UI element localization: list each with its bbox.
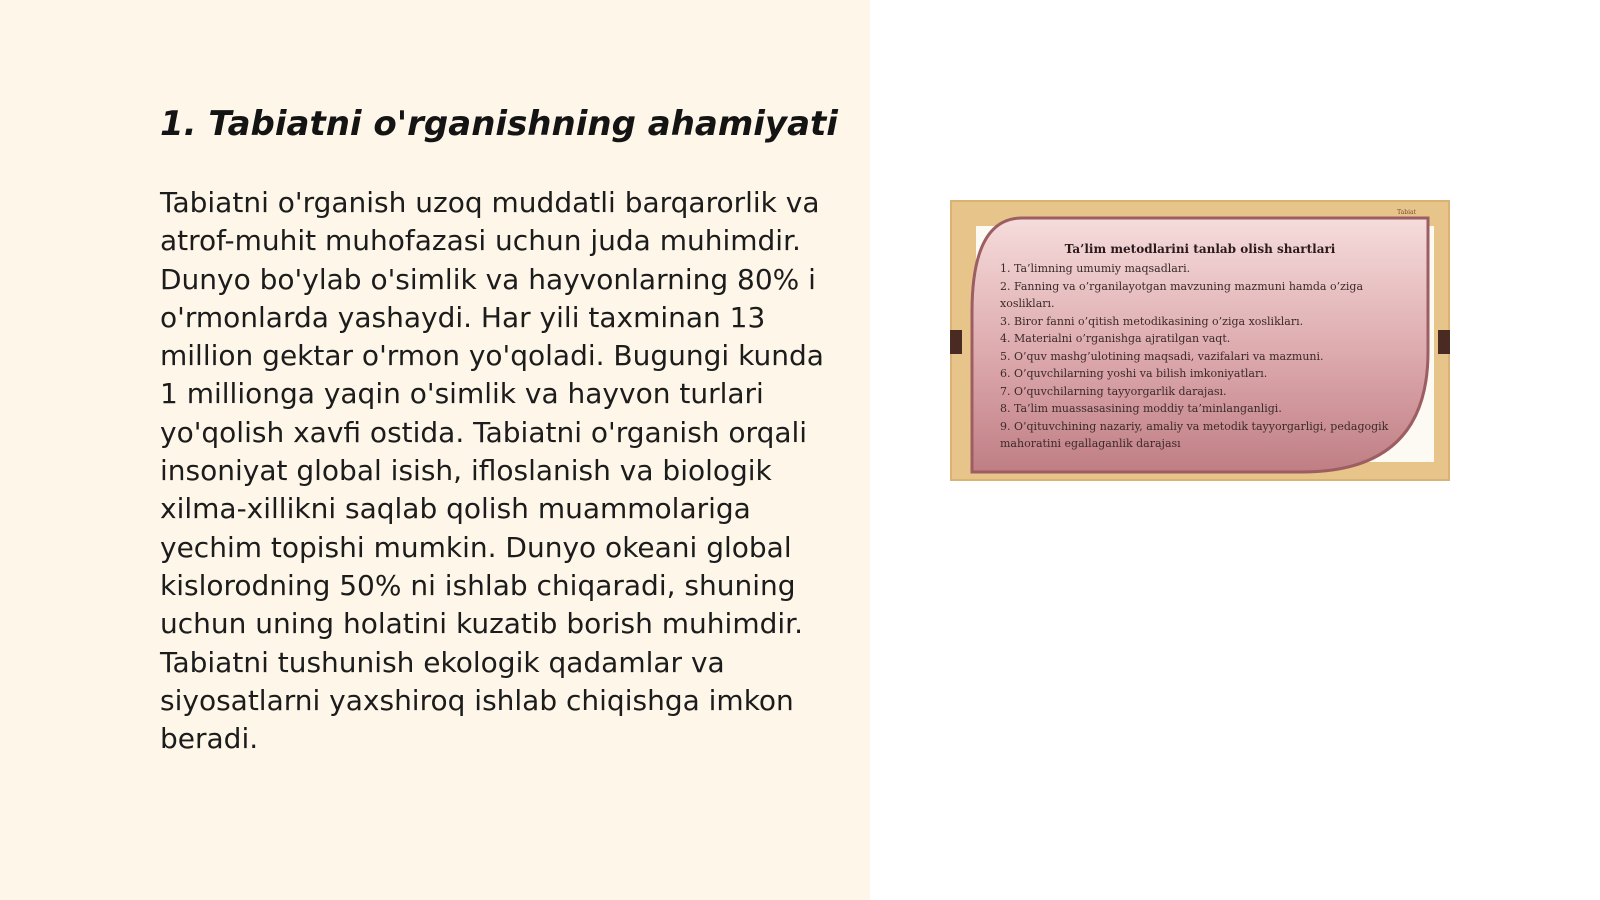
- image-card-content: [1000, 242, 1400, 453]
- right-side-tab: [1438, 330, 1450, 354]
- left-side-tab: [950, 330, 962, 354]
- slide-image: [950, 200, 1450, 481]
- list-item: 4. Materialni o’rganishga ajratilgan vaqt.: [1000, 332, 1231, 345]
- list-item: 3. Biror fanni o’qitish metodikasining o’ziga xoslikları.: [1000, 314, 1304, 328]
- image-card-title: Ta’lim metodlarini tanlab olish shartlari: [1064, 242, 1336, 256]
- slide-body-text: Tabiatni o'rganish uzoq muddatli barqarorlik va atrof-muhit muhofazasi uchun juda muhimdir. Dunyo bo'ylab o'simlik va hayvonlarning 80% i o'rmonlarda yashaydi. Har yili taxminan 13 million gektar o'rmon yo'qoladi. Bugungi kunda 1 millionga yaqin o'simlik va hayvon turlari yo'qolish xavfi ostida. Tabiatni o'rganish orqali insoniyat global isish, ifloslanish va biologik xilma-xillikni saqlab qolish muammolariga yechim topishi mumkin. Dunyo okeani global kislorodning 50% ni ishlab chiqaradi, shuning uchun uning holatini kuzatib borish muhimdir. Tabiatni tushunish ekologik qadamlar va siyosatlarni yaxshiroq ishlab chiqishga imkon beradi.: [160, 186, 824, 756]
- list-item: 9. O’qituvchining nazariy, amaliy va metodik tayyorgarligi, pedagogik mahoratini egallaganlik darajası: [1000, 419, 1389, 450]
- image-corner-label: Tabiat: [1397, 209, 1416, 216]
- list-item: 8. Ta’lim muassasasining moddiy ta’minlanganligi.: [1000, 402, 1282, 415]
- list-item: 5. O’quv mashg’ulotining maqsadi, vazifalari va mazmuni.: [1000, 349, 1324, 363]
- image-card-list: [1000, 260, 1400, 453]
- list-item: 1. Ta’limning umumiy maqsadlari.: [1000, 262, 1191, 275]
- list-item: 6. O’quvchilarning yoshi va bilish imkoniyatları.: [1000, 367, 1268, 380]
- slide-title: 1. Tabiatni o'rganishning ahamiyati: [160, 104, 838, 144]
- list-item: 7. O’quvchilarning tayyorgarlik darajası.: [1000, 384, 1227, 398]
- list-item: 2. Fanning va o’rganilayotgan mavzuning mazmuni hamda o’ziga xoslikları.: [1000, 279, 1364, 310]
